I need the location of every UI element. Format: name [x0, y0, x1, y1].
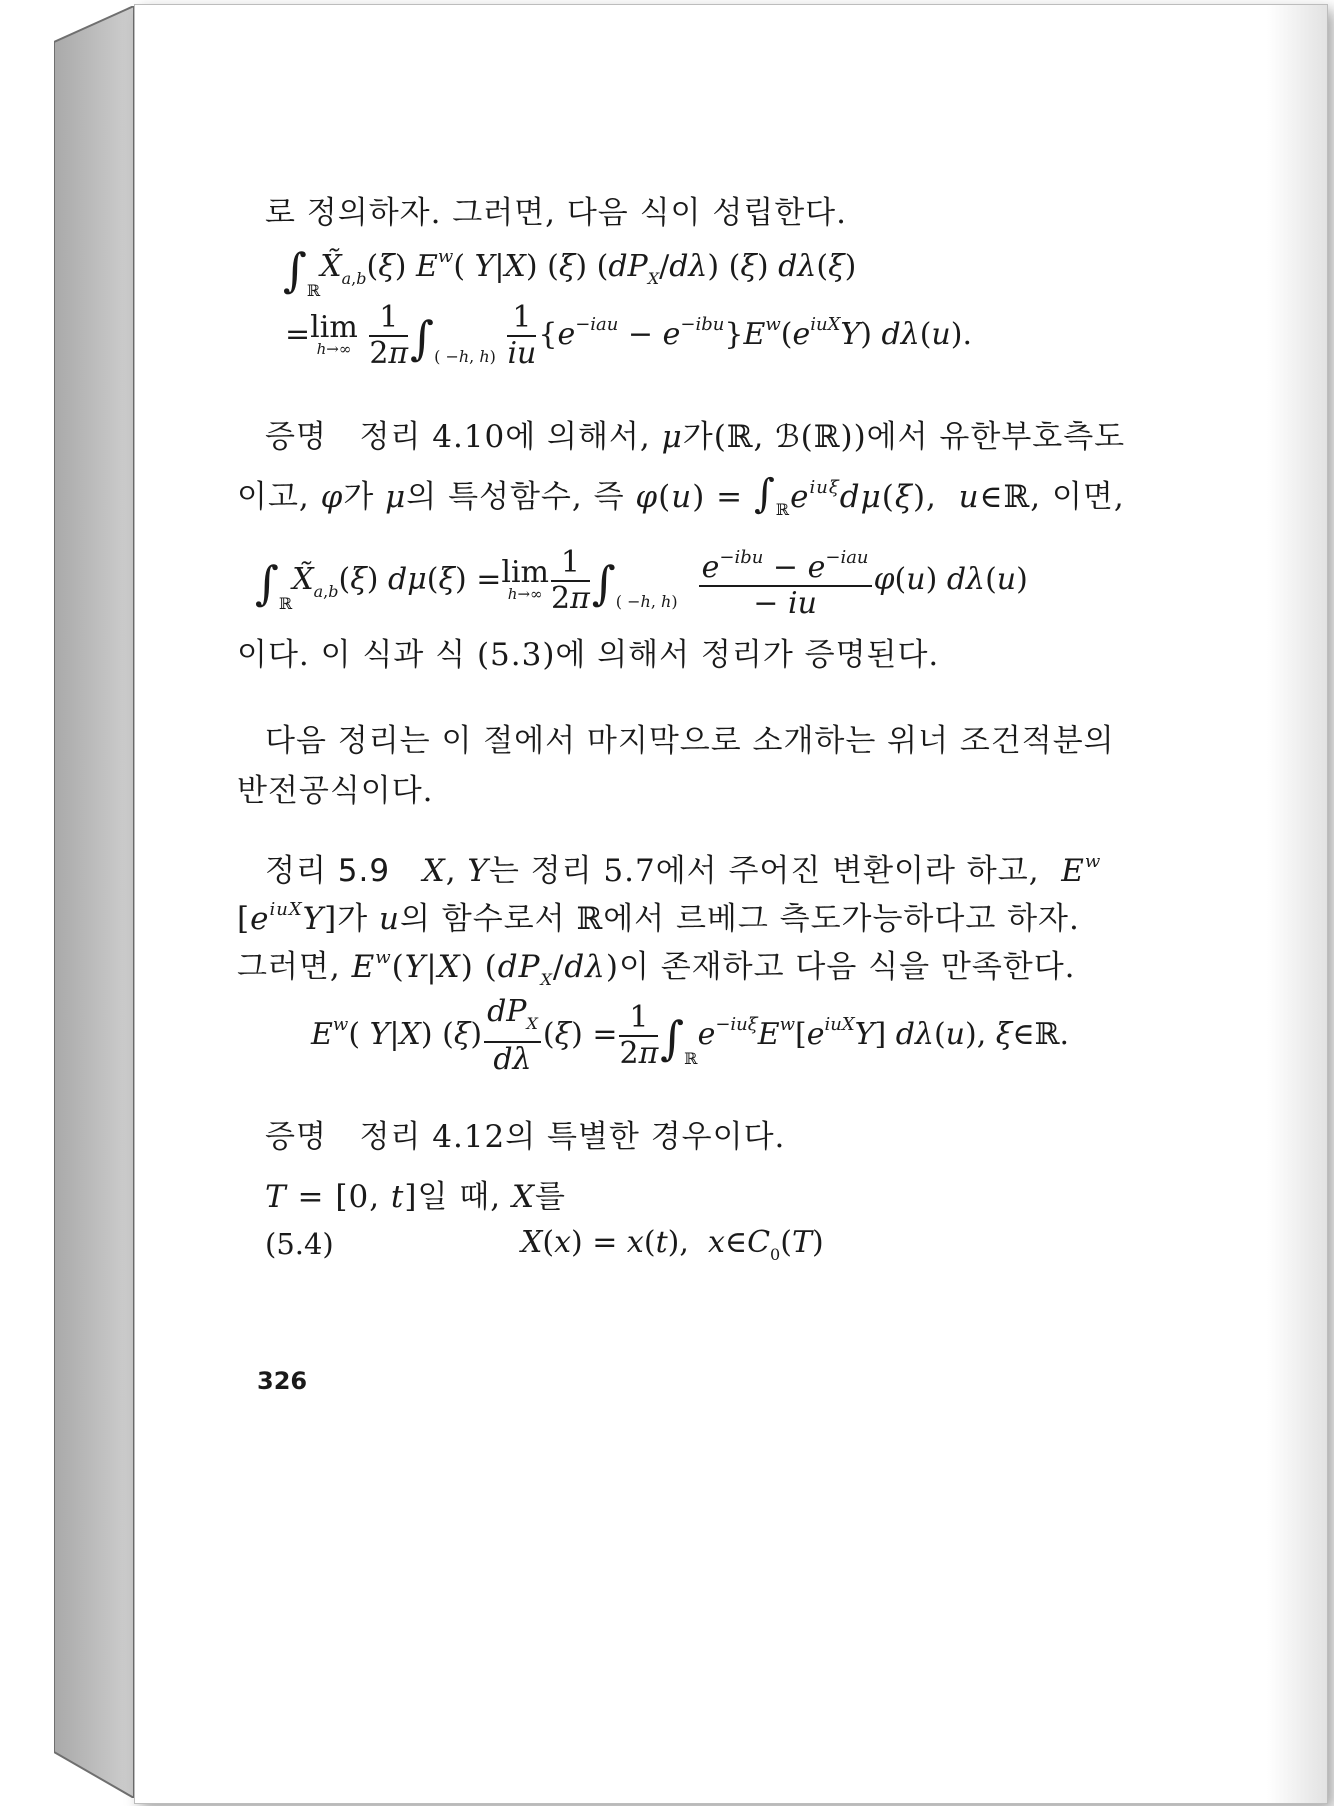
- equation-limit-rhs: =lim h→∞ $\frac{1}{2\pi}$ $\int_{( -h, h)}$ $\frac{1}{iu}$ $\{e^{-iau} - e^{-ibu}\}E^w(e^{iuX}Y)$ dλ(u).: [285, 300, 972, 371]
- definition-line: T = [0, t]일 때, X를: [265, 1179, 566, 1215]
- equation-theorem: $E^w$( Y|X) (ξ) $\frac{dP_X}{d\lambda}$ (ξ) = $\frac{1}{2\pi}$ $\int_ℝe^{-iu\xi}E^w[e^{iuX}Y]$ dλ(u), ξ∈ℝ.: [311, 994, 1069, 1077]
- equation-5-4: X(x) = x(t), $x\in C_0(T)$: [521, 1225, 824, 1264]
- book-page: [134, 4, 1328, 1804]
- proof1-line1: 증명 정리 4.10에 의해서, μ가(ℝ, ℬ(ℝ))에서 유한부호측도: [265, 419, 1126, 455]
- text-line: 반전공식이다.: [237, 773, 434, 809]
- theorem-label: 정리 5.9: [265, 853, 391, 889]
- text-line: 다음 정리는 이 절에서 마지막으로 소개하는 위너 조건적분의: [265, 723, 1115, 759]
- proof-label: 증명: [265, 419, 327, 455]
- text-line: 로 정의하자. 그러면, 다음 식이 성립한다.: [265, 195, 847, 231]
- equation-number: (5.4): [265, 1227, 334, 1261]
- book-spine: [54, 6, 138, 1798]
- proof-label: 증명: [265, 1119, 327, 1155]
- equation-integral-lhs: $\int_ℝX̃_{a,b}(\xi)$ $E^w$( Y|X) (ξ) $(dP_X/d\lambda)$ (ξ) dλ(ξ): [283, 243, 857, 300]
- proof2-line: 증명 정리 4.12의 특별한 경우이다.: [265, 1119, 786, 1155]
- proof1-line2: 이고, φ가 μ의 특성함수, 즉 $\varphi(u) = \int_ℝe^{iu\xi}d\mu(\xi)$, u∈ℝ, 이면,: [237, 471, 1125, 519]
- page-number: 326: [257, 1367, 308, 1395]
- theorem-line2: $[e^{iuX}Y]$가 u의 함수로서 ℝ에서 르베그 측도가능하다고 하자.: [237, 899, 1080, 937]
- theorem-line1: 정리 5.9 X, Y는 정리 5.7에서 주어진 변환이라 하고, $E^w$: [265, 851, 1102, 889]
- theorem-line3: 그러면, $E^w(Y|X)$ $(dP_X/d\lambda)$이 존재하고 다음 식을 만족한다.: [237, 947, 1076, 989]
- equation-proof: $\int_ℝX̃_{a,b}(\xi)$ dμ(ξ) =lim h→∞ $\frac{1}{2\pi}$ $\int_{( -h, h)}$ $\frac{e^{-ibu} - e^{-iau}}{- iu}$ φ(u) dλ(u): [255, 541, 1028, 621]
- text-line: 이다. 이 식과 식 (5.3)에 의해서 정리가 증명된다.: [237, 637, 940, 673]
